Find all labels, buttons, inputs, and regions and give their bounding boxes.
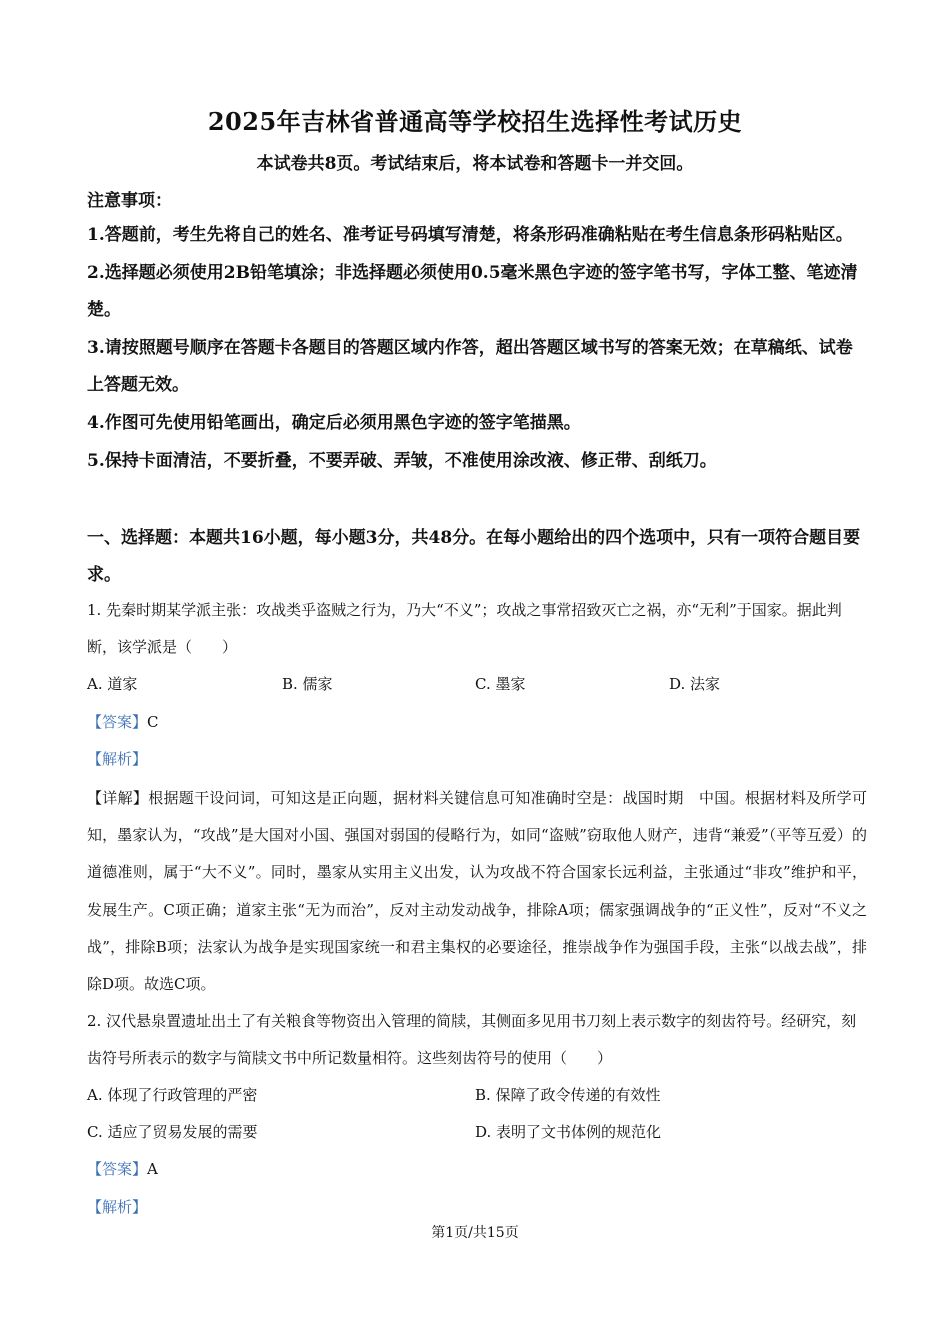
note-item: 2.选择题必须使用2B铅笔填涂；非选择题必须使用0.5毫米黑色字迹的签字笔书写，字体工整、笔迹清楚。: [87, 263, 858, 320]
analysis-label: 【解析】: [87, 1198, 148, 1216]
note-item: 1.答题前，考生先将自己的姓名、准考证号码填写清楚，将条形码准确粘贴在考生信息条形码粘贴区。: [87, 225, 853, 245]
note-item: 4.作图可先使用铅笔画出，确定后必须用黑色字迹的签字笔描黑。: [87, 413, 581, 433]
option-a: A. 体现了行政管理的严密: [87, 1086, 258, 1104]
option-d: D. 法家: [669, 675, 721, 693]
detail-text: 根据题干设问词，可知这是正向题，据材料关键信息可知准确时空是：战国时期 中国。根据材料及所学可知，墨家认为，“攻战”是大国对小国、强国对弱国的侵略行为，如同“盗贼”窃取他人财产，违背“兼爱”（平等互爱）的道德准则，属于“大不义”。同时，墨家从实用主义出发，认为攻战不符合国家长远利益，主张通过“非攻”维护和平，发展生产。C项正确；道家主张“无为而治”，反对主动发动战争，排除A项；儒家强调战争的“正义性”，反对“不义之战”，排除B项；法家认为战争是实现国家统一和君主集权的必要途径，推崇战争作为强国手段，主张“以战去战”，排除D项。故选C项。: [87, 789, 867, 994]
question-1-stem: 1. 先秦时期某学派主张：攻战类乎盗贼之行为，乃大“不义”；攻战之事常招致灭亡之祸，亦“无利”于国家。据此判断，该学派是（ ）: [87, 601, 842, 656]
page-number: 第1页/共15页: [431, 1225, 519, 1241]
page-title: 2025年吉林省普通高等学校招生选择性考试历史: [207, 107, 743, 136]
question-1-options: [87, 666, 867, 703]
notes-heading: 注意事项：: [87, 191, 172, 211]
option-b: B. 儒家: [282, 675, 333, 693]
question-1-analysis: [87, 741, 147, 778]
analysis-label: 【解析】: [87, 750, 148, 768]
detail-label: 【详解】: [87, 789, 149, 807]
option-c: C. 墨家: [475, 675, 526, 693]
answer-label: 【答案】: [87, 1160, 148, 1178]
option-b: B. 保障了政令传递的有效性: [475, 1086, 661, 1104]
question-2-answer: [87, 1151, 158, 1188]
question-2-options-row-2: [87, 1114, 867, 1151]
notes-section: [87, 186, 867, 480]
option-d: D. 表明了文书体例的规范化: [475, 1123, 662, 1141]
question-2-stem: 2. 汉代悬泉置遗址出土了有关粮食等物资出入管理的简牍，其侧面多见用书刀刻上表示数字的刻齿符号。经研究，刻齿符号所表示的数字与简牍文书中所记数量相符。这些刻齿符号的使用（ ）: [87, 1012, 857, 1067]
answer-label: 【答案】: [87, 713, 148, 731]
note-item: 5.保持卡面清洁，不要折叠，不要弄破、弄皱，不准使用涂改液、修正带、刮纸刀。: [87, 451, 717, 471]
question-1-answer: [87, 704, 159, 741]
question-1-detail: [87, 780, 867, 1003]
exam-info: 本试卷共8页。考试结束后，将本试卷和答题卡一并交回。: [256, 154, 694, 174]
note-item: 3.请按照题号顺序在答题卡各题目的答题区域内作答，超出答题区域书写的答案无效；在草稿纸、试卷上答题无效。: [87, 338, 853, 395]
option-a: A. 道家: [87, 675, 138, 693]
section-heading: 一、选择题：本题共16小题，每小题3分，共48分。在每小题给出的四个选项中，只有一项符合题目要求。: [87, 528, 861, 585]
question-2-options-row-1: [87, 1077, 867, 1114]
question-2-analysis: [87, 1189, 147, 1226]
option-c: C. 适应了贸易发展的需要: [87, 1123, 258, 1141]
answer-value: C: [147, 713, 159, 731]
answer-value: A: [147, 1160, 158, 1178]
